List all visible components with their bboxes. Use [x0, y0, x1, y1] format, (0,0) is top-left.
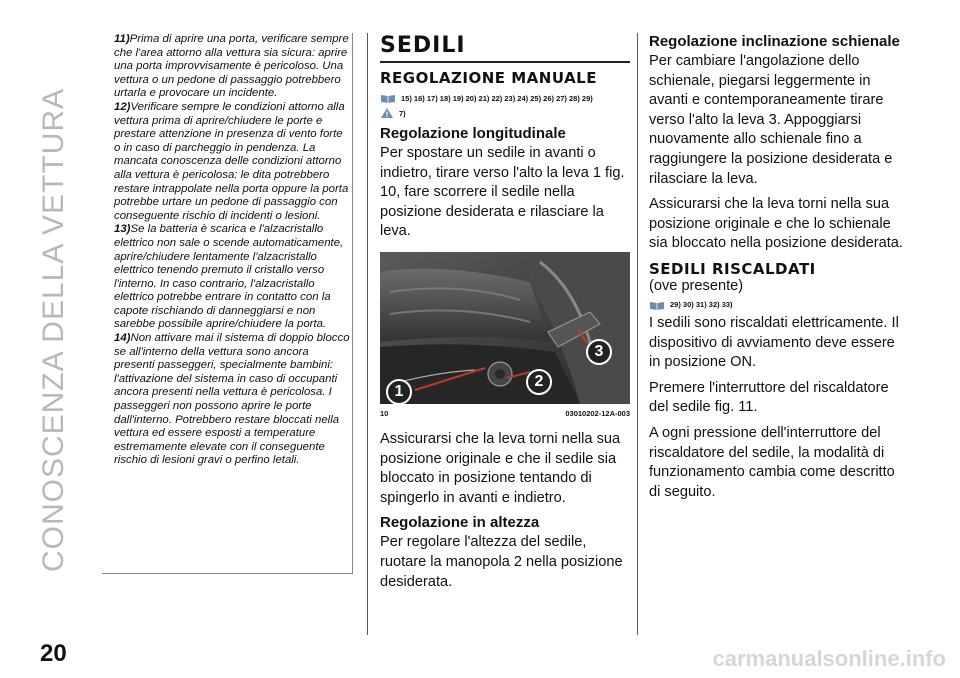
- longitudinal-text: Per spostare un sedile in avanti o indietro, tirare verso l'alto la leva 1 fig. 10, fare scorrere il sedile nella posizione desiderata e rilasciare la leva.: [380, 145, 625, 240]
- note-12: 12)Verificare sempre le condizioni attorno alla vettura prima di aprire/chiudere le porte e prestare attenzione in presenza di vento forte o in caso di parcheggio in pendenza. La mancata conoscenza delle condizioni attorno alla vettura è pericolosa: le dita potrebbero restare intrappolate nella porta oppure la porta potrebbe urtare un pedone di passaggio con conseguente rischio di incidenti o lesioni.: [114, 100, 349, 222]
- page-number: 20: [40, 640, 67, 667]
- column-divider: [367, 33, 368, 635]
- recline-heated-column: [649, 33, 909, 508]
- callout-2-label: 2: [534, 372, 544, 390]
- recline-check-text: Assicurarsi che la leva torni nella sua posizione originale e che lo schienale sia bloccato nella posizione desiderata.: [649, 196, 903, 252]
- callout-3-label: 3: [594, 342, 604, 360]
- height-text: Per regolare l'altezza del sedile, ruotare la manopola 2 nella posizione desiderata.: [380, 534, 623, 590]
- reference-line: 15) 16) 17) 18) 19) 20) 21) 22) 23) 24) 25) 26) 27) 28) 29): [380, 93, 630, 103]
- watermark: carmanualsonline.info: [712, 646, 946, 671]
- reference-line: 7): [380, 107, 630, 119]
- column-divider: [637, 33, 638, 635]
- seat-figure: [380, 252, 630, 404]
- title-rule: [380, 61, 630, 63]
- reference-line: 29) 30) 31) 32) 33): [649, 300, 909, 310]
- lever-return-text: Assicurarsi che la leva torni nella sua posizione originale e che il sedile sia bloccato in posizione tentando di spingerlo in avanti e indietro.: [380, 430, 621, 506]
- heated-text-1: I sedili sono riscaldati elettricamente. Il dispositivo di avviamento deve essere in posizione ON.: [649, 314, 899, 371]
- figure-caption: [380, 409, 630, 418]
- note-13: 13)Se la batteria è scarica e l'alzacristallo elettrico non sale o scende automaticamente, aprire/chiudere lentamente l'alzacristallo elettrico tenendo premuto il cristallo verso l'interno. In caso contrario, l'alzacristallo elettrico potrebbe entrare in contatto con la capote rischiando di danneggiarsi e non sarebbe possibile aprire/chiudere la porta.: [114, 223, 344, 331]
- seats-column: [380, 33, 630, 598]
- heated-text-3: A ogni pressione dell'interruttore del riscaldatore del sedile, la modalità di funzionamento cambia come descritto di seguito.: [649, 424, 895, 500]
- height-heading: Regolazione in altezza: [380, 514, 540, 532]
- warning-notes-box: [102, 33, 353, 574]
- section-sidebar-title: CONOSCENZA DELLA VETTURA: [37, 87, 70, 573]
- note-11: 11)Prima di aprire una porta, verificare sempre che l'area attorno alla vettura sia sicura: aprire una porta improvvisamente è pericoloso. Una vettura o un pedone di passaggio potrebbero urtarla e provocare un incidente.: [114, 33, 349, 100]
- section-title: SEDILI: [380, 33, 466, 58]
- longitudinal-heading: Regolazione longitudinale: [380, 125, 566, 142]
- recline-heading: Regolazione inclinazione schienale: [649, 33, 900, 50]
- seat-illustration: [380, 252, 630, 404]
- book-icon: [380, 93, 396, 103]
- warning-triangle-icon: [380, 107, 394, 119]
- heated-seats-subtitle: (ove presente): [649, 277, 744, 294]
- manual-adjust-heading: REGOLAZIONE MANUALE: [380, 69, 597, 87]
- heated-text-2: Premere l'interruttore del riscaldatore del sedile fig. 11.: [649, 379, 889, 416]
- figure-code: 03010202-12A-003: [565, 408, 630, 418]
- note-14: 14)Non attivare mai il sistema di doppio blocco se all'interno della vettura sono ancora presenti passeggeri, specialmente bambini: l'attivazione del sistema in caso di occupanti ancora presenti nella vettura è pericolosa. I passeggeri non possono aprire le porte dall'interno. Potrebbero restare bloccati nella vettura ed essere esposti a temperature estremamente elevate con il conseguente rischio di lesioni gravi o perfino letali.: [114, 332, 350, 467]
- callout-1-label: 1: [394, 382, 404, 400]
- book-icon: [649, 300, 665, 310]
- recline-text: Per cambiare l'angolazione dello schienale, piegarsi leggermente in avanti e contemporaneamente tirare verso l'alto la leva 3. Appoggiarsi nuovamente allo schienale fino a raggiungere la posizione desiderata e rilasciare la leva.: [649, 53, 893, 187]
- figure-number: 10: [380, 408, 389, 418]
- heated-seats-heading: SEDILI RISCALDATI: [649, 259, 816, 278]
